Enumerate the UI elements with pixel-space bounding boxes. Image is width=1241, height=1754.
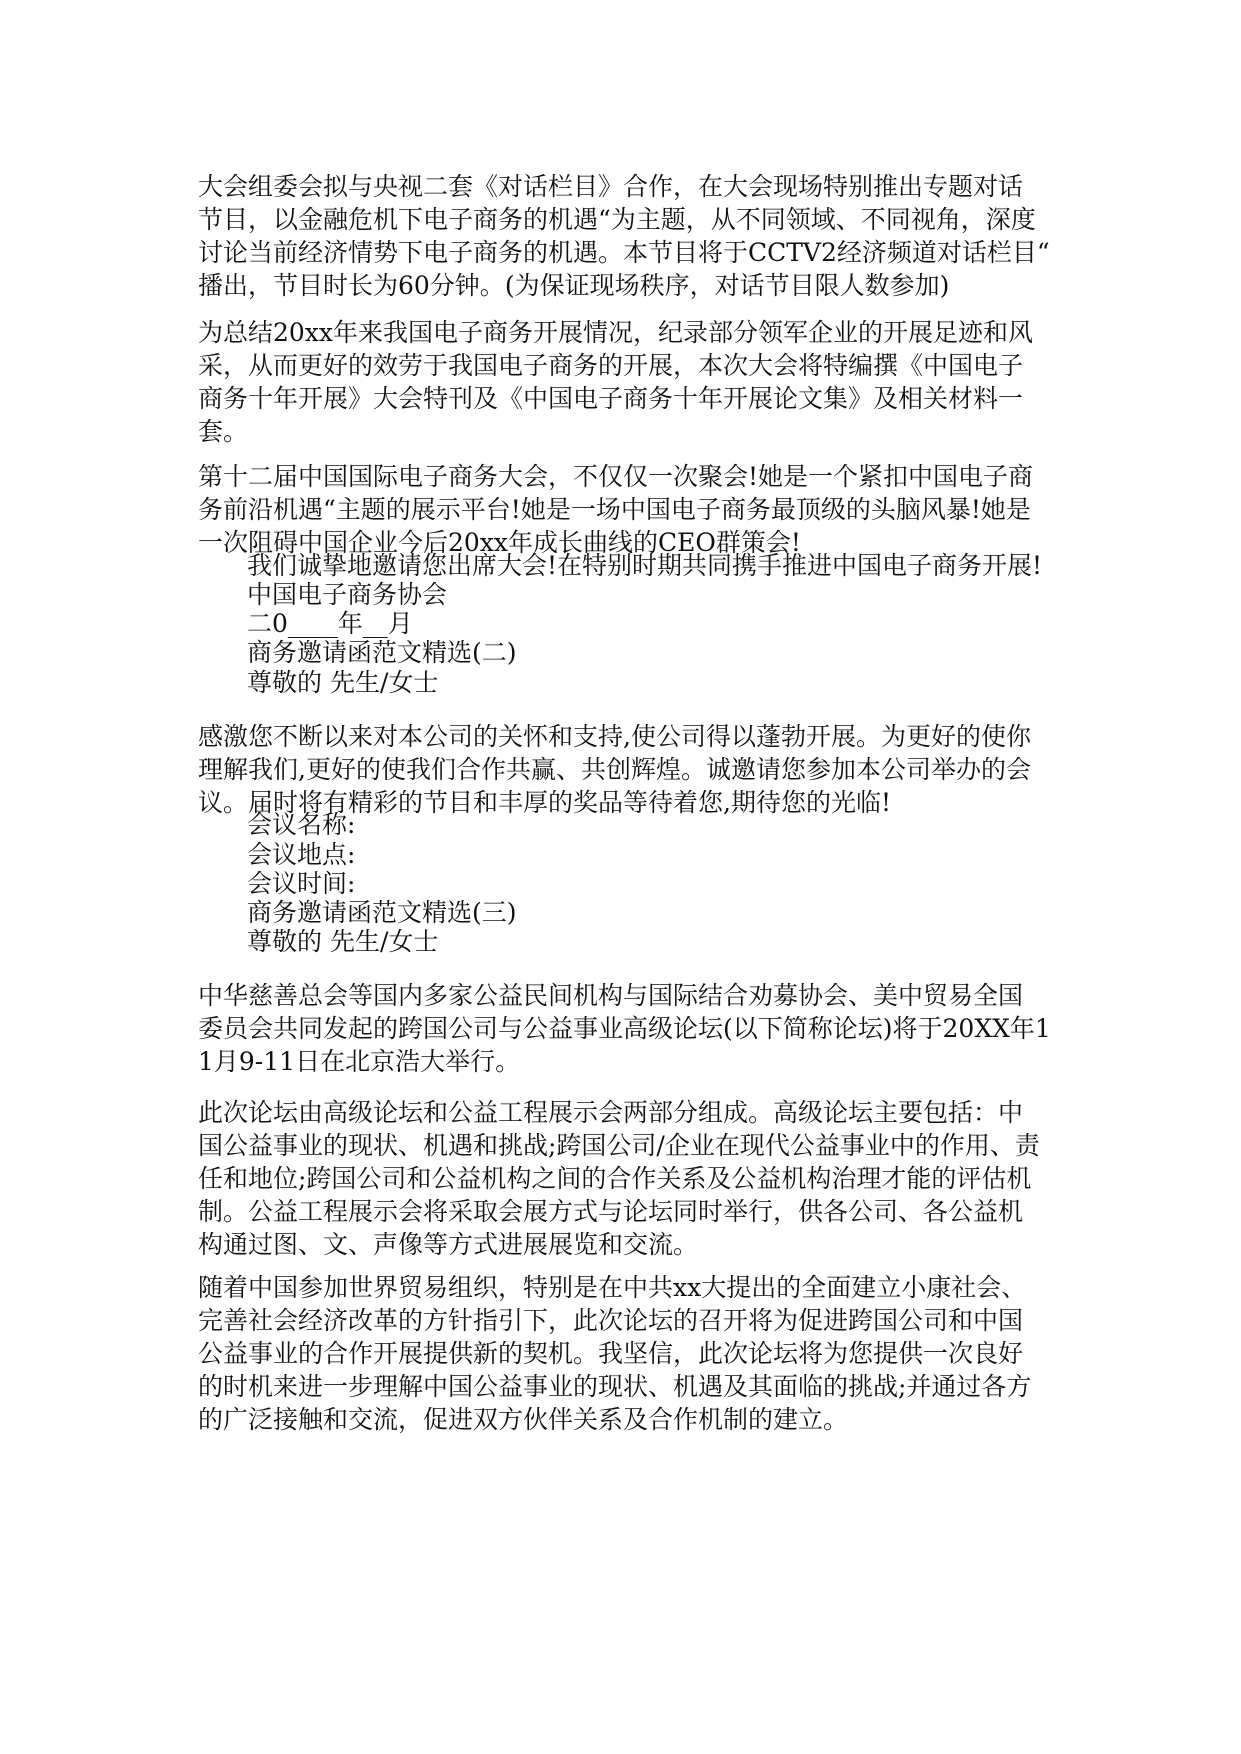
paragraph-special-publication: 为总结20xx年来我国电子商务开展情况，纪录部分领军企业的开展足迹和风 采，从而更好的效劳于我国电子商务的开展，本次大会将特编撰《中国电子 商务十年开展》大会特刊及《中国电子商务十年开展论文集》及相关材料一 套。 <box>198 318 1034 446</box>
paragraph-company-thanks: 感激您不断以来对本公司的关怀和支持,使公司得以蓬勃开展。为更好的使你 理解我们,更好的使我们合作共赢、共创辉煌。诚邀请您参加本公司举办的会 议。届时将有精彩的节目和丰厚的奖品等待着您,期待您的光临! <box>198 722 1031 817</box>
meeting-time-field: 会议时间: <box>247 869 356 898</box>
paragraph-dialogue-program: 大会组委会拟与央视二套《对话栏目》合作，在大会现场特别推出专题对话 节目，以金融危机下电子商务的机遇“为主题，从不同领域、不同视角，深度 讨论当前经济情势下电子商务的机遇。本节目将于CCTV2经济频道对话栏目“ 播出，节目时长为60分钟。(为保证现场秩序，对话节目限人数参加) <box>198 172 1050 300</box>
paragraph-forum-announcement: 中华慈善总会等国内多家公益民间机构与国际结合劝募协会、美中贸易全国 委员会共同发起的跨国公司与公益事业高级论坛(以下简称论坛)将于20XX年1 1月9-11日在北京浩大举行。 <box>198 981 1051 1076</box>
paragraph-conference-intro: 第十二届中国国际电子商务大会，不仅仅一次聚会!她是一个紧扣中国电子商 务前沿机遇“主题的展示平台!她是一场中国电子商务最顶级的头脑风暴!她是 一次阻碍中国企业今后20xx年成长曲线的CEO群策会! <box>198 462 1034 557</box>
salutation-3: 尊敬的 先生/女士 <box>247 927 439 956</box>
paragraph-forum-significance: 随着中国参加世界贸易组织，特别是在中共xx大提出的全面建立小康社会、 完善社会经济改革的方针指引下，此次论坛的召开将为促进跨国公司和中国 公益事业的合作开展提供新的契机。我坚信，此次论坛将为您提供一次良好 的时机来进一步理解中国公益事业的现状、机遇及其面临的挑战;并通过各方 的广泛接触和交流，促进双方伙伴关系及合作机制的建立。 <box>198 1273 1032 1434</box>
invitation-line: 我们诚挚地邀请您出席大会!在特别时期共同携手推进中国电子商务开展! <box>247 551 1043 580</box>
meeting-name-field: 会议名称: <box>247 810 356 839</box>
signature-date: 二0____年__月 <box>247 609 413 638</box>
section-heading-2: 商务邀请函范文精选(二) <box>247 638 517 667</box>
salutation-2: 尊敬的 先生/女士 <box>247 668 439 697</box>
signature-organization: 中国电子商务协会 <box>247 580 448 609</box>
meeting-location-field: 会议地点: <box>247 840 356 869</box>
paragraph-forum-content: 此次论坛由高级论坛和公益工程展示会两部分组成。高级论坛主要包括：中 国公益事业的现状、机遇和挑战;跨国公司/企业在现代公益事业中的作用、责 任和地位;跨国公司和公益机构之间的合作关系及公益机构治理才能的评估机 制。公益工程展示会将采取会展方式与论坛同时举行，供各公司、各公益机 构通过图、文、声像等方式进展展览和交流。 <box>198 1098 1040 1259</box>
section-heading-3: 商务邀请函范文精选(三) <box>247 898 517 927</box>
